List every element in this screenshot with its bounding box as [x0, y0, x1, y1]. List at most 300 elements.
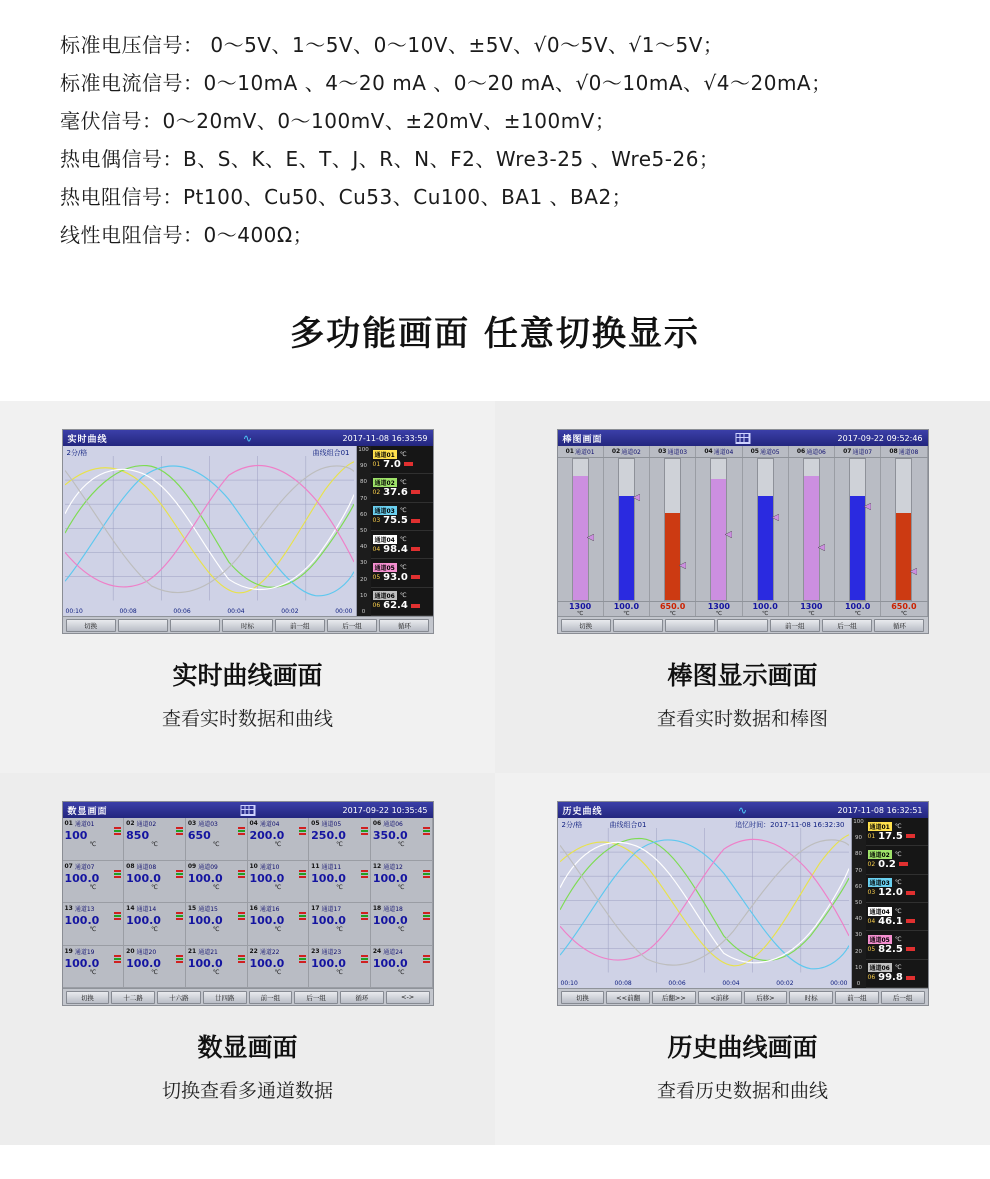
- softkey-button[interactable]: 前一组: [835, 991, 879, 1004]
- softkey-button[interactable]: 后一组: [822, 619, 872, 632]
- digital-cell[interactable]: [248, 903, 310, 946]
- curve-lines: [560, 828, 849, 973]
- spec-line: 毫伏信号：0～20mV、0～100mV、±20mV、±100mV；: [60, 109, 616, 133]
- softkey-button[interactable]: 后一组: [294, 991, 338, 1004]
- channel-no: 05: [311, 820, 320, 827]
- alarm-bars-icon: [176, 827, 183, 835]
- curve-recall-time-label: 追忆时间：2017-11-08 16:32:30: [735, 821, 845, 829]
- alarm-bars-icon: [238, 870, 245, 878]
- channel-name: 通道12: [383, 863, 403, 871]
- channel-no: 08: [889, 448, 898, 455]
- softkey-button[interactable]: 切换: [561, 991, 605, 1004]
- bar-header-cell: [789, 446, 835, 457]
- channel-no: 02: [126, 820, 135, 827]
- panel-grid: [0, 401, 990, 1145]
- channel-unit: ℃: [894, 907, 902, 915]
- digital-cell[interactable]: [186, 903, 248, 946]
- screen-body: [558, 446, 928, 616]
- alarm-bars-icon: [238, 827, 245, 835]
- digital-cell[interactable]: [371, 946, 433, 989]
- wave-icon: ∿: [737, 803, 748, 817]
- softkey-button[interactable]: 循环: [340, 991, 384, 1004]
- alarm-bars-icon: [114, 955, 121, 963]
- panel-caption-sub: 查看历史数据和曲线: [656, 1080, 828, 1102]
- screen-softkey-bar: [558, 988, 928, 1005]
- channel-no: 02: [611, 448, 621, 455]
- channel-name: 通道18: [383, 906, 403, 913]
- bar-value: 650.0: [891, 601, 917, 611]
- axis-tick: 10: [360, 592, 367, 599]
- channel-unit: ℃: [274, 841, 282, 848]
- digital-cell[interactable]: [186, 861, 248, 904]
- bar-header-cell: [696, 446, 742, 457]
- digital-cell[interactable]: [309, 861, 371, 904]
- channel-unit: ℃: [212, 883, 220, 891]
- channel-value: 100.0: [249, 871, 285, 885]
- channel-no: 06: [372, 820, 382, 827]
- bar-value: 650.0: [659, 601, 686, 611]
- time-tick: 00:06: [668, 980, 686, 987]
- channel-unit: ℃: [89, 968, 97, 976]
- channel-tag: 通道05: [869, 936, 890, 944]
- channel-tag: 通道02: [374, 479, 395, 487]
- alarm-marker-icon: [910, 568, 917, 575]
- channel-no: 09: [187, 862, 197, 870]
- channel-value: 100.0: [126, 871, 161, 885]
- channel-unit: ℃: [399, 535, 407, 543]
- axis-tick: 100: [358, 447, 369, 453]
- alarm-bars-icon: [176, 870, 183, 878]
- bar-column: [881, 458, 927, 601]
- channel-readout[interactable]: [866, 875, 928, 903]
- channel-value: 100.0: [249, 914, 285, 927]
- softkey-button[interactable]: 前一组: [249, 991, 293, 1004]
- curve-group-label: 曲线组合01: [609, 821, 647, 829]
- channel-readout[interactable]: [371, 588, 433, 616]
- channel-no: 05: [750, 448, 759, 455]
- channel-no: 15: [187, 905, 197, 912]
- screen-body: [63, 446, 433, 616]
- device-screen-history-curve: [557, 801, 929, 1006]
- channel-unit: ℃: [399, 478, 407, 486]
- channel-name: 通道05: [321, 821, 342, 828]
- channel-value: 82.5: [878, 943, 903, 955]
- spec-line: 线性电阻信号：0～400Ω；: [60, 223, 314, 247]
- screen-titlebar: [558, 802, 928, 818]
- channel-unit: ℃: [399, 450, 407, 458]
- softkey-button[interactable]: <<前翻: [606, 991, 650, 1004]
- channel-unit: ℃: [274, 883, 282, 891]
- softkey-button[interactable]: <->: [386, 991, 430, 1004]
- channel-name: 通道09: [198, 863, 218, 871]
- channel-index: 01: [867, 832, 876, 840]
- softkey-button[interactable]: 切换: [66, 619, 116, 632]
- screen-title: 棒图画面: [562, 434, 603, 445]
- screen-body: [558, 818, 928, 988]
- panel-caption-sub: 切换查看多通道数据: [161, 1080, 333, 1102]
- softkey-button[interactable]: [665, 619, 715, 632]
- softkey-button[interactable]: 后翻>>: [652, 991, 696, 1004]
- grid-icon: [735, 433, 750, 444]
- bar-unit: ℃: [623, 610, 630, 616]
- channel-no: 21: [187, 947, 197, 955]
- channel-name: 通道21: [198, 948, 218, 956]
- channel-value: 250.0: [311, 829, 346, 842]
- softkey-button[interactable]: [118, 619, 168, 632]
- alarm-marker-icon: [725, 531, 732, 538]
- channel-readout[interactable]: [371, 474, 433, 502]
- channel-tag: 通道03: [374, 508, 395, 516]
- channel-readout[interactable]: [866, 818, 928, 846]
- time-tick: 00:04: [722, 980, 740, 987]
- channel-no: 13: [64, 905, 73, 912]
- axis-tick: 30: [855, 932, 862, 939]
- channel-value: 17.5: [878, 830, 903, 842]
- axis-tick: 70: [855, 867, 862, 874]
- channel-name: 通道19: [74, 948, 95, 956]
- channel-value: 93.0: [383, 571, 408, 583]
- channel-name: 通道07: [74, 863, 95, 871]
- channel-value: 100.0: [372, 914, 408, 927]
- bar-column: [558, 458, 604, 601]
- curve-plot-area: [558, 818, 852, 988]
- channel-name: 通道07: [852, 449, 873, 456]
- bar-unit: ℃: [900, 610, 907, 616]
- bar-column: [743, 458, 789, 601]
- softkey-button[interactable]: 切换: [66, 991, 110, 1004]
- channel-value: 350.0: [372, 829, 408, 842]
- channel-index: 02: [867, 860, 876, 868]
- channel-unit: ℃: [274, 968, 282, 976]
- channel-value: 100.0: [311, 914, 346, 927]
- channel-name: 通道17: [321, 906, 342, 913]
- screen-datetime: 2017-09-22 10:35:45: [342, 805, 428, 815]
- channel-name: 通道01: [74, 821, 95, 828]
- channel-no: 07: [843, 448, 852, 455]
- channel-value: 100.0: [64, 871, 100, 885]
- digital-cell[interactable]: [371, 861, 433, 904]
- screen-datetime: 2017-11-08 16:32:51: [837, 805, 923, 815]
- panel-realtime-curve: [0, 401, 495, 773]
- channel-no: 08: [126, 862, 135, 870]
- channel-unit: ℃: [212, 968, 220, 976]
- bar-header-cell: [650, 446, 696, 457]
- channel-index: 04: [372, 545, 381, 553]
- bar-unit: ℃: [715, 610, 722, 616]
- channel-readout[interactable]: [371, 503, 433, 531]
- time-tick: 00:04: [227, 608, 245, 615]
- panel-digital-display: [0, 773, 495, 1145]
- digital-cell[interactable]: [124, 861, 186, 904]
- axis-tick: 20: [360, 576, 367, 583]
- alarm-bars-icon: [299, 870, 306, 878]
- digital-cell[interactable]: [371, 903, 433, 946]
- channel-readout[interactable]: [866, 903, 928, 931]
- channel-readout-list: [866, 818, 928, 988]
- channel-index: 06: [867, 974, 876, 982]
- digital-cell[interactable]: [371, 818, 433, 861]
- channel-unit: ℃: [894, 822, 902, 830]
- digital-cell[interactable]: [186, 818, 248, 861]
- softkey-button[interactable]: 循环: [379, 619, 429, 632]
- alarm-bars-icon: [299, 827, 306, 835]
- axis-tick: 40: [855, 916, 862, 923]
- screen-title: 数显画面: [67, 806, 108, 817]
- alarm-marker-icon: [772, 514, 779, 521]
- channel-name: 通道11: [321, 863, 342, 871]
- channel-index: 04: [867, 917, 876, 925]
- device-screen-realtime-curve: [62, 429, 434, 634]
- digital-cell[interactable]: [309, 946, 371, 989]
- channel-unit: ℃: [336, 926, 343, 933]
- softkey-button[interactable]: 后移>: [744, 991, 788, 1004]
- softkey-button[interactable]: 十六路: [157, 991, 201, 1004]
- softkey-button[interactable]: [717, 619, 767, 632]
- channel-tag: 通道06: [869, 965, 890, 973]
- channel-no: 23: [311, 947, 320, 955]
- digital-cell[interactable]: [309, 818, 371, 861]
- screen-softkey-bar: [558, 616, 928, 633]
- bar-value-cell: [835, 602, 881, 616]
- channel-value: 0.2: [878, 858, 896, 870]
- spec-line: 热电阻信号：Pt100、Cu50、Cu53、Cu100、BA1 、BA2；: [60, 185, 633, 209]
- softkey-button[interactable]: [613, 619, 663, 632]
- digital-cell[interactable]: [248, 946, 310, 989]
- time-tick: 00:10: [560, 980, 578, 987]
- screen-titlebar: [63, 430, 433, 446]
- channel-value: 100: [64, 829, 88, 842]
- channel-name: 通道08: [136, 863, 157, 871]
- time-tick: 00:02: [281, 608, 299, 615]
- curve-group-label: 曲线组合01: [312, 449, 350, 457]
- channel-unit: ℃: [212, 841, 220, 848]
- alarm-bars-icon: [361, 955, 368, 963]
- channel-unit: ℃: [336, 883, 343, 891]
- channel-value: 100.0: [64, 914, 100, 927]
- channel-index: 01: [372, 460, 381, 468]
- bar-header-cell: [835, 446, 881, 457]
- channel-name: 通道14: [136, 906, 157, 913]
- softkey-button[interactable]: 前一组: [275, 619, 325, 632]
- channel-value: 100.0: [187, 956, 223, 970]
- softkey-button[interactable]: <前移: [698, 991, 742, 1004]
- bar-unit: ℃: [854, 610, 861, 616]
- channel-readout[interactable]: [371, 446, 433, 474]
- channel-name: 通道08: [898, 449, 919, 456]
- channel-unit: ℃: [151, 841, 158, 848]
- axis-tick: 50: [855, 899, 862, 906]
- channel-value: 200.0: [249, 829, 285, 842]
- bar-column: [650, 458, 696, 601]
- channel-value: 100.0: [187, 914, 223, 927]
- screen-softkey-bar: [63, 616, 433, 633]
- digital-cell[interactable]: [63, 861, 125, 904]
- channel-no: 11: [311, 862, 320, 870]
- axis-tick: 90: [855, 835, 862, 842]
- channel-unit: ℃: [397, 968, 405, 976]
- screen-datetime: 2017-09-22 09:52:46: [837, 433, 923, 443]
- time-tick: 00:00: [335, 608, 353, 615]
- softkey-button[interactable]: [170, 619, 220, 632]
- channel-tag: 通道02: [869, 851, 890, 859]
- alarm-bars-icon: [423, 870, 430, 878]
- bar-value-row: [558, 601, 928, 616]
- channel-value: 100.0: [126, 956, 161, 970]
- channel-name: 通道02: [136, 821, 157, 828]
- channel-no: 07: [64, 862, 73, 870]
- channel-readout[interactable]: [866, 960, 928, 988]
- alarm-bars-icon: [238, 912, 245, 920]
- digital-cell[interactable]: [63, 946, 125, 989]
- spec-line: 热电偶信号：B、S、K、E、T、J、R、N、F2、Wre3-25 、Wre5-26；: [60, 147, 720, 171]
- channel-value: 650: [187, 829, 211, 842]
- bar-value-cell: [696, 602, 742, 616]
- axis-tick: 0: [856, 980, 861, 987]
- alarm-bars-icon: [238, 955, 245, 963]
- channel-value: 12.0: [878, 887, 903, 899]
- time-tick: 00:08: [119, 608, 137, 615]
- channel-tag: 通道01: [869, 823, 890, 831]
- softkey-button[interactable]: 切换: [561, 619, 611, 632]
- channel-unit: ℃: [894, 850, 902, 858]
- alarm-bars-icon: [423, 912, 430, 920]
- digital-cell[interactable]: [124, 903, 186, 946]
- channel-unit: ℃: [399, 563, 407, 571]
- bar-header-cell: [604, 446, 650, 457]
- channel-tag: 通道03: [869, 880, 890, 888]
- digital-cell[interactable]: [63, 818, 125, 861]
- axis-tick: 100: [853, 819, 864, 825]
- screen-title: 实时曲线: [67, 434, 108, 445]
- digital-cell[interactable]: [63, 903, 125, 946]
- axis-tick: 80: [855, 851, 862, 858]
- digital-cell[interactable]: [186, 946, 248, 989]
- bar-column: [835, 458, 881, 601]
- channel-index: 05: [372, 573, 381, 581]
- alarm-bars-icon: [361, 827, 368, 835]
- softkey-button[interactable]: 后一组: [327, 619, 377, 632]
- channel-name: 通道15: [198, 906, 218, 913]
- channel-tag: 通道06: [374, 593, 395, 601]
- bar-value: 100.0: [844, 601, 871, 611]
- softkey-button[interactable]: 时标: [222, 619, 272, 632]
- channel-no: 01: [64, 820, 73, 827]
- channel-value: 100.0: [126, 914, 161, 927]
- channel-no: 22: [249, 947, 258, 955]
- alarm-marker-icon: [818, 544, 825, 551]
- channel-name: 通道03: [667, 449, 688, 456]
- channel-unit: ℃: [397, 926, 405, 933]
- time-tick: 00:10: [65, 608, 83, 615]
- channel-value: 100.0: [187, 871, 223, 885]
- panel-history-curve: [495, 773, 990, 1145]
- channel-readout[interactable]: [371, 531, 433, 559]
- channel-value: 62.4: [383, 600, 408, 612]
- channel-unit: ℃: [894, 935, 902, 943]
- softkey-button[interactable]: 十二路: [111, 991, 155, 1004]
- axis-tick: 60: [360, 511, 367, 518]
- softkey-button[interactable]: 廿四路: [203, 991, 247, 1004]
- time-tick: 00:08: [614, 980, 632, 987]
- channel-name: 通道22: [259, 948, 280, 956]
- channel-no: 17: [311, 905, 320, 912]
- channel-value: 100.0: [372, 956, 408, 970]
- channel-no: 20: [126, 947, 135, 955]
- channel-name: 通道06: [383, 821, 403, 828]
- digital-cell[interactable]: [248, 861, 310, 904]
- softkey-button[interactable]: 后一组: [881, 991, 925, 1004]
- panel-caption-sub: 查看实时数据和棒图: [656, 708, 828, 730]
- digital-cell[interactable]: [309, 903, 371, 946]
- alarm-marker-icon: [587, 534, 594, 541]
- panel-caption-title: 历史曲线画面: [667, 1033, 818, 1062]
- bar-unit: ℃: [808, 610, 815, 616]
- softkey-button[interactable]: 前一组: [770, 619, 820, 632]
- digital-grid: [63, 818, 433, 988]
- channel-name: 通道16: [259, 906, 280, 913]
- bar-value: 1300: [707, 601, 730, 611]
- curve-lines: [65, 456, 354, 601]
- bar-unit: ℃: [669, 610, 676, 616]
- device-screen-digital: [62, 801, 434, 1006]
- channel-unit: ℃: [894, 879, 902, 887]
- digital-cell[interactable]: [124, 946, 186, 989]
- digital-cell[interactable]: [248, 818, 310, 861]
- channel-readout[interactable]: [866, 931, 928, 959]
- channel-name: 通道24: [383, 948, 403, 956]
- bar-columns: [558, 458, 928, 601]
- channel-value: 7.0: [383, 458, 401, 470]
- channel-no: 19: [64, 947, 73, 955]
- axis-tick: 50: [360, 527, 367, 534]
- channel-tag: 通道05: [374, 564, 395, 572]
- channel-no: 04: [704, 448, 713, 455]
- channel-name: 通道13: [74, 906, 95, 913]
- channel-no: 14: [126, 905, 135, 912]
- bar-value-cell: [558, 602, 604, 616]
- channel-readout[interactable]: [371, 559, 433, 587]
- alarm-bars-icon: [114, 912, 121, 920]
- channel-value: 99.8: [878, 972, 903, 984]
- alarm-bars-icon: [361, 912, 368, 920]
- channel-no: 24: [372, 947, 382, 955]
- softkey-button[interactable]: 循环: [874, 619, 924, 632]
- channel-readout[interactable]: [866, 846, 928, 874]
- channel-name: 通道23: [321, 948, 342, 956]
- screen-title: 历史曲线: [562, 806, 603, 817]
- alarm-bars-icon: [114, 827, 121, 835]
- panel-caption-title: 数显画面: [197, 1033, 298, 1062]
- softkey-button[interactable]: 时标: [789, 991, 833, 1004]
- time-tick: 00:06: [173, 608, 191, 615]
- digital-cell[interactable]: [124, 818, 186, 861]
- curve-scale-label: 2分/格: [66, 449, 88, 457]
- channel-unit: ℃: [397, 841, 405, 848]
- channel-unit: ℃: [397, 883, 405, 891]
- channel-no: 18: [372, 905, 382, 912]
- channel-name: 通道20: [136, 948, 157, 956]
- channel-no: 03: [658, 448, 667, 455]
- grid-icon: [240, 805, 255, 816]
- channel-no: 16: [249, 905, 258, 912]
- channel-value: 46.1: [878, 915, 903, 927]
- alarm-marker-icon: [633, 494, 640, 501]
- channel-value: 98.4: [383, 543, 408, 555]
- curve-value-axis: [852, 818, 866, 988]
- alarm-bars-icon: [299, 912, 306, 920]
- alarm-marker-icon: [679, 562, 686, 569]
- screen-titlebar: [63, 802, 433, 818]
